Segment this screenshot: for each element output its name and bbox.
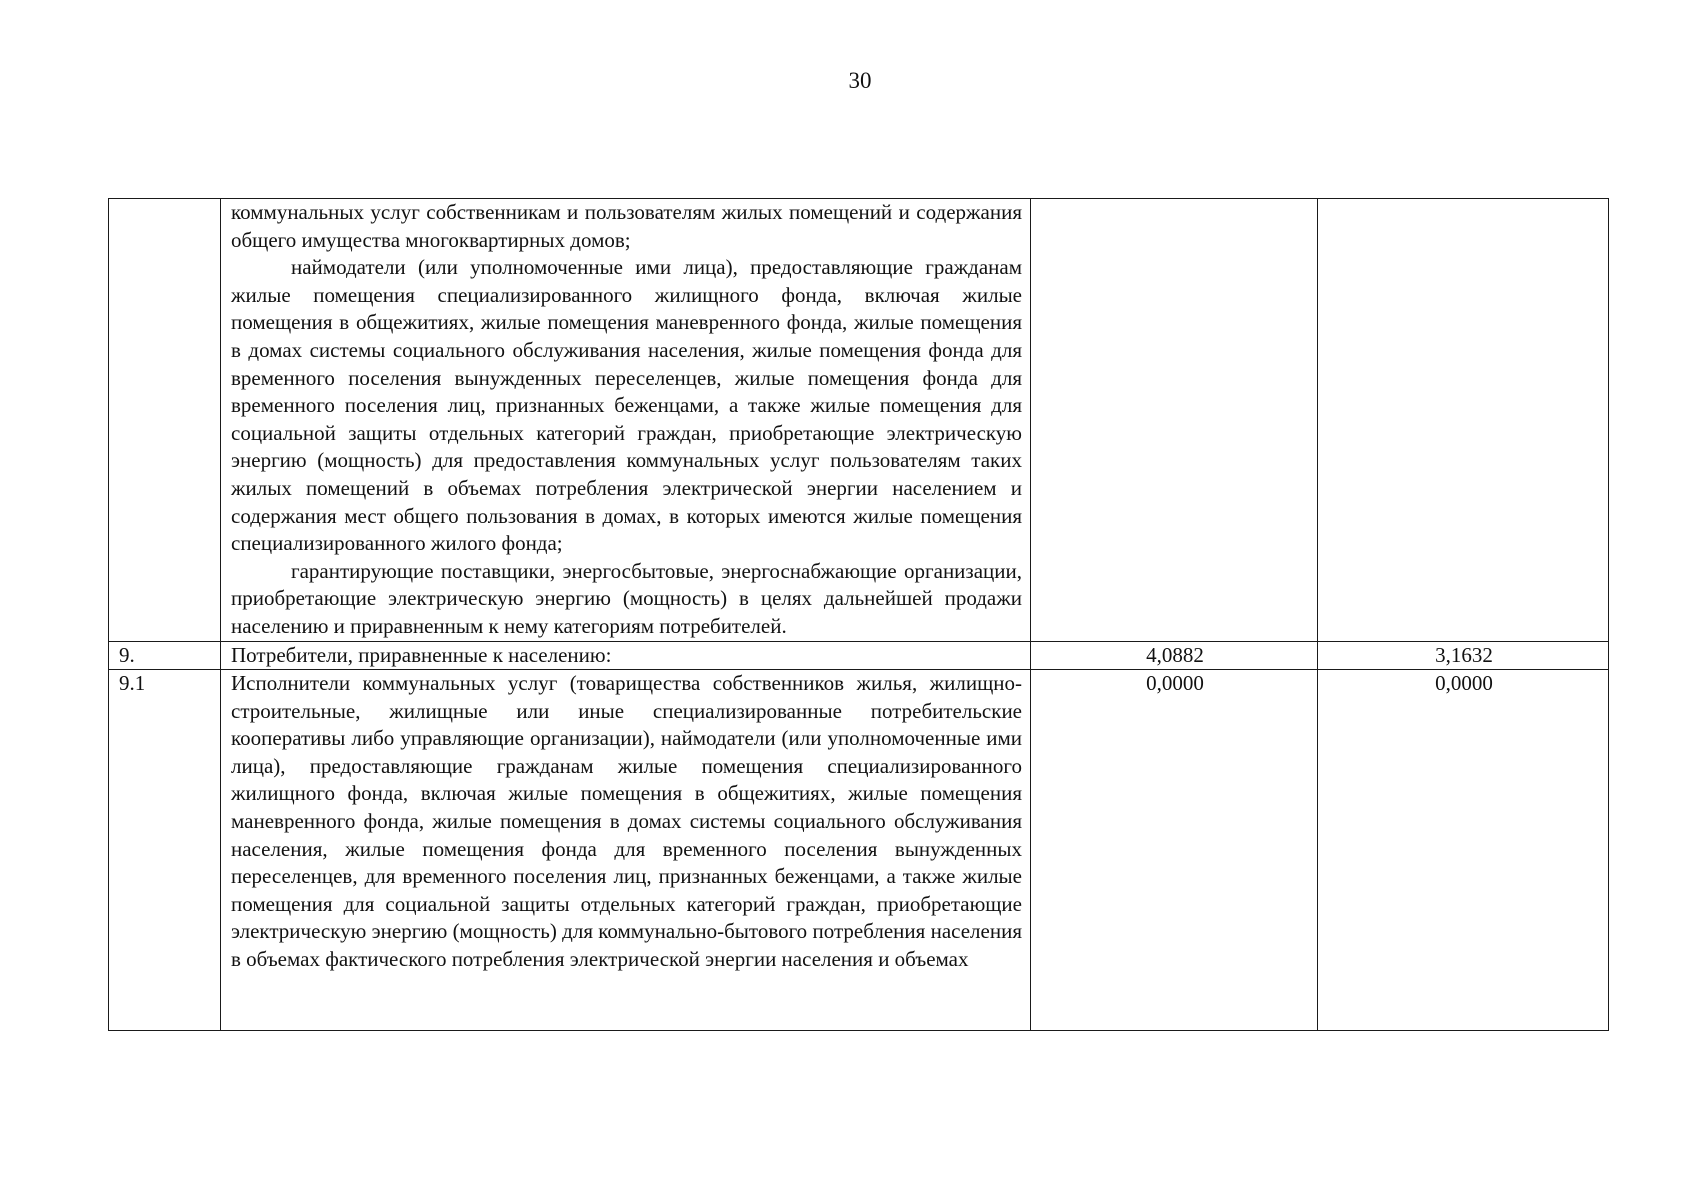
- value-cell-2: 3,1632: [1318, 641, 1609, 670]
- paragraph: гарантирующие поставщики, энергосбытовые, энергоснабжающие организации, приобретающие электрическую энергию (мощность) в целях дальнейшей продажи населению и приравненным к нему категориям потребителей.: [231, 558, 1022, 638]
- value-cell-2: [1318, 199, 1609, 642]
- paragraph: наймодатели (или уполномоченные ими лица), предоставляющие гражданам жилые помещения специализированного жилищного фонда, включая жилые помещения в общежитиях, жилые помещения маневренного фонда, жилые помещения в домах системы социального обслуживания населения, жилые помещения фонда для временного поселения вынужденных переселенцев, жилые помещения фонда для временного поселения лиц, признанных беженцами, а также жилые помещения для социальной защиты отдельных категорий граждан, приобретающие электрическую энергию (мощность) для предоставления коммунальных услуг пользователям таких жилых помещений в объемах потребления электрической энергии населением и содержания мест общего пользования в домах, в которых имеются жилые помещения специализированного жилого фонда;: [231, 255, 1022, 556]
- row-description-cell: [221, 199, 1031, 642]
- row-description-cell: [221, 641, 1031, 670]
- row-number-cell: [109, 199, 221, 642]
- row-number-cell: 9.: [109, 641, 221, 670]
- table-row: [109, 670, 1609, 1031]
- page-number: 30: [848, 68, 872, 93]
- value-cell-2: 0,0000: [1318, 670, 1609, 1031]
- row-number-cell: 9.1: [109, 670, 221, 1031]
- value-cell-1: 0,0000: [1031, 670, 1318, 1031]
- row-description-cell: [221, 670, 1031, 1031]
- tariff-table: [108, 198, 1609, 1031]
- paragraph: Потребители, приравненные к населению:: [231, 642, 612, 667]
- paragraph: коммунальных услуг собственникам и пользователям жилых помещений и содержания общего имущества многоквартирных домов;: [231, 200, 1022, 252]
- value-cell-1: [1031, 199, 1318, 642]
- paragraph: Исполнители коммунальных услуг (товарищества собственников жилья, жилищно-строительные, жилищные или иные специализированные потребительские кооперативы либо управляющие организации), наймодатели (или уполномоченные ими лица), предоставляющие гражданам жилые помещения специализированного жилищного фонда, включая жилые помещения в общежитиях, жилые помещения маневренного фонда, жилые помещения в домах системы социального обслуживания населения, жилые помещения фонда для временного поселения вынужденных переселенцев, для временного поселения лиц, признанных беженцами, а также жилые помещения для социальной защиты отдельных категорий граждан, приобретающие электрическую энергию (мощность) для коммунально-бытового потребления населения в объемах фактического потребления электрической энергии населения и объемах: [231, 671, 1022, 972]
- table-row: [109, 199, 1609, 642]
- value-cell-1: 4,0882: [1031, 641, 1318, 670]
- table-row: [109, 641, 1609, 670]
